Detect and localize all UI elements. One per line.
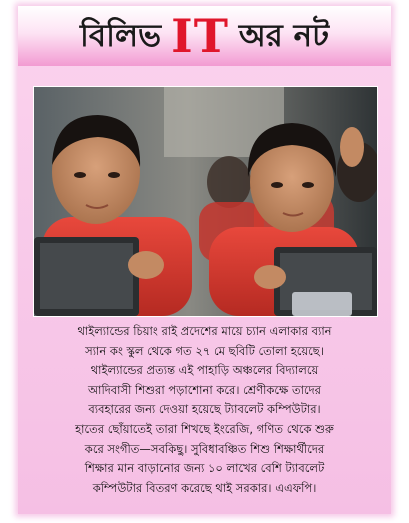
news-photo: [33, 86, 378, 317]
photo-illustration: [34, 87, 377, 316]
caption-line: কম্পিউটার বিতরণ করেছে থাই সরকার। এএফপি।: [92, 480, 317, 495]
column-banner: [18, 6, 391, 66]
banner-title-right: অর নট: [238, 17, 330, 54]
caption-line: থাইল্যান্ডের চিয়াং রাই প্রদেশের মায়ে চ্যান এলাকার ব্যান: [77, 324, 332, 338]
caption-line: শিক্ষার মান বাড়ানোর জন্য ১০ লাখের বেশি ট্যাবলেট: [84, 461, 325, 476]
caption-line: আদিবাসী শিশুরা পড়াশোনা করে। শ্রেণীকক্ষে তাদের: [88, 382, 321, 397]
caption-line: হাতের ছোঁয়াতেই তারা শিখছে ইংরেজি, গণিত থেকে শুরু: [75, 421, 334, 436]
caption-line: স্যান কং স্কুল থেকে গত ২৭ মে ছবিটি তোলা হয়েছে।: [85, 343, 324, 358]
banner-title-left: বিলিভ: [79, 17, 162, 54]
caption-line: থাইল্যান্ডের প্রত্যন্ত এই পাহাড়ি অঞ্চলের বিদ্যালয়ে: [90, 363, 319, 378]
photo-caption: [42, 322, 367, 498]
caption-line: করে সংগীত—সবকিছু। সুবিধাবঞ্চিত শিশু শিক্ষার্থীদের: [84, 441, 325, 456]
caption-line: ব্যবহারের জন্য দেওয়া হয়েছে ট্যাবলেট কম্পিউটার।: [88, 402, 321, 417]
banner-title-it: IT: [171, 9, 229, 63]
news-card: [18, 6, 391, 514]
